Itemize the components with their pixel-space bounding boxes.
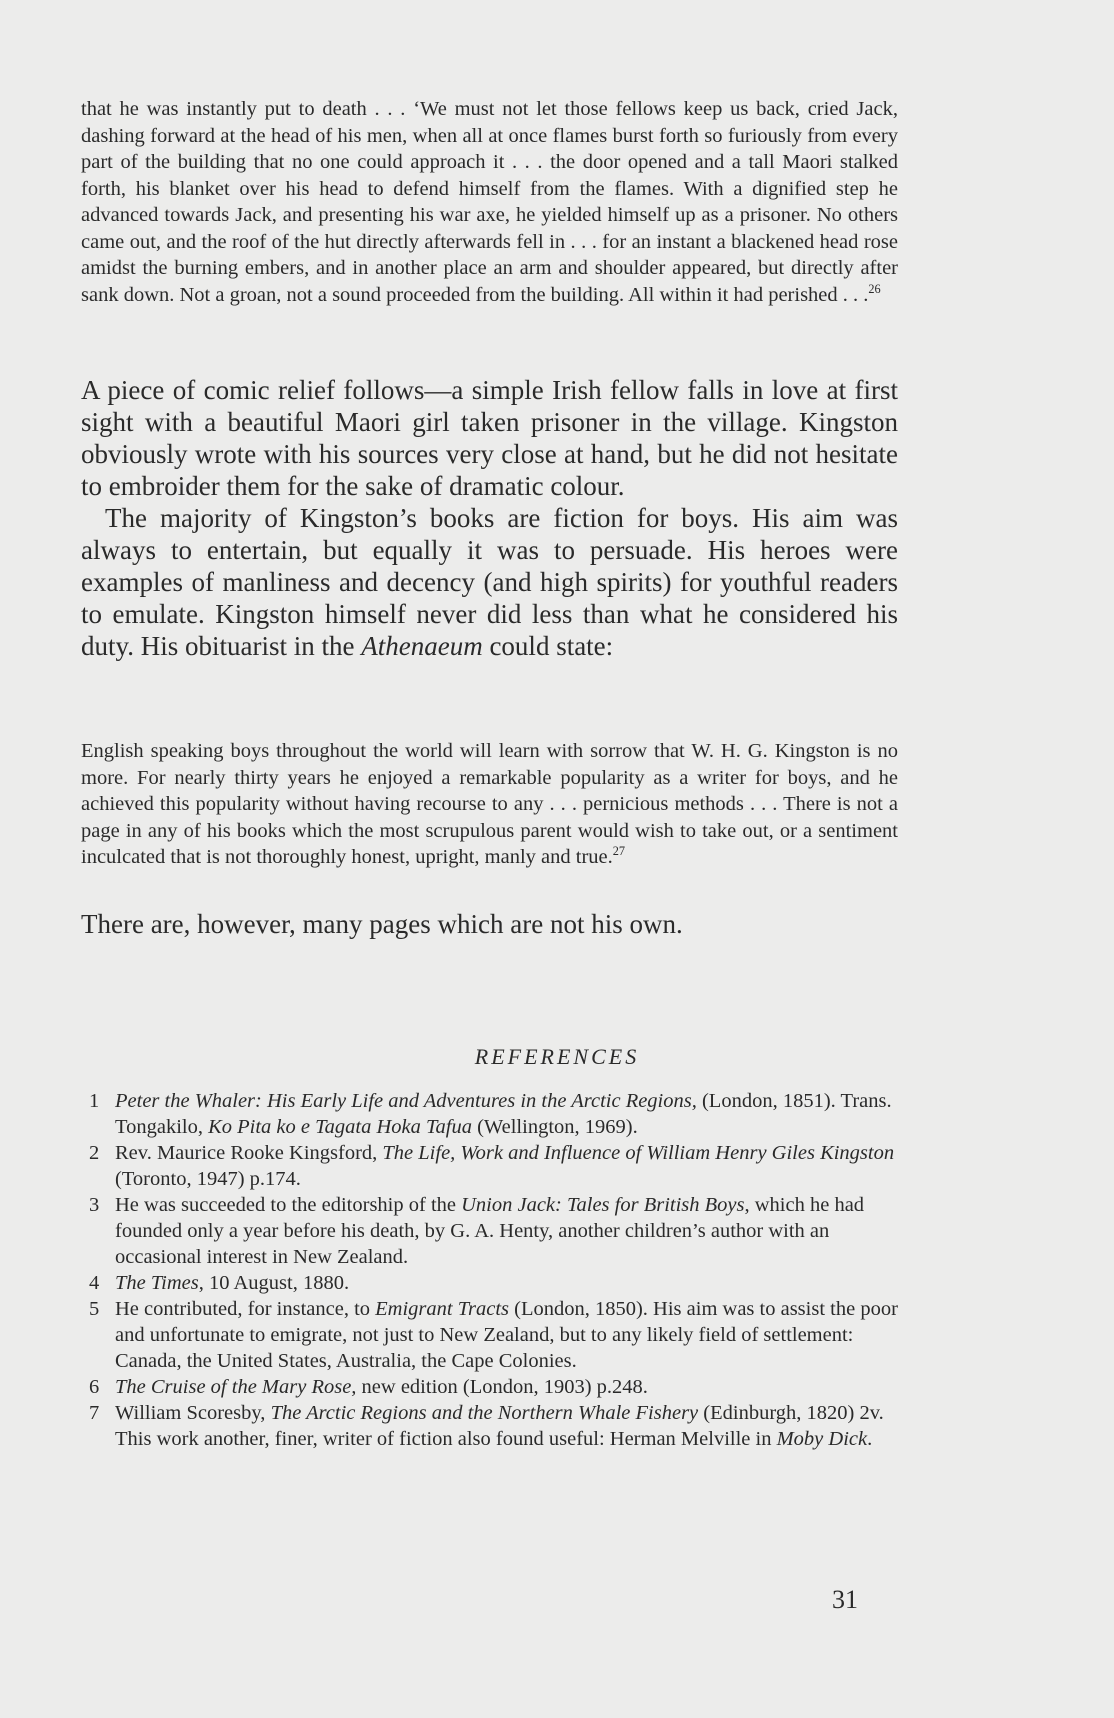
- block-quote-2: [81, 738, 898, 871]
- paragraph-closing: There are, however, many pages which are not his own.: [81, 909, 683, 939]
- body-text: [81, 374, 898, 662]
- references-list: [81, 1088, 898, 1452]
- reference-item: 5 He contributed, for instance, to Emigrant Tracts (London, 1850). His aim was to assist the poor and unfortunate to emigrate, not just to New Zealand, but to any likely field of settlement: Canada, the United States, Australia, the Cape Colonies.: [89, 1298, 898, 1372]
- reference-item: 3 He was succeeded to the editorship of the Union Jack: Tales for British Boys, which he had founded only a year before his death, by G. A. Henty, another children’s author with an occasional interest in New Zealand.: [89, 1194, 865, 1268]
- paragraph-kingston-books-end: could state:: [489, 631, 614, 661]
- reference-item: 4 The Times, 10 August, 1880.: [89, 1272, 350, 1294]
- reference-item: 7 William Scoresby, The Arctic Regions and the Northern Whale Fishery (Edinburgh, 1820) 2v. This work another, finer, writer of fiction also found useful: Herman Melville in Moby Dick.: [89, 1402, 884, 1450]
- paragraph-kingston-books: [81, 502, 898, 662]
- paragraph-comic-relief: A piece of comic relief follows—a simple Irish fellow falls in love at first sight with a beautiful Maori girl taken prisoner in the village. Kingston obviously wrote with his sources very close at hand, but he did not hesitate to embroider them for the sake of dramatic colour.: [81, 375, 898, 501]
- quote-2-text: English speaking boys throughout the world will learn with sorrow that W. H. G. Kingston is no more. For nearly thirty years he enjoyed a remarkable popularity as a writer for boys, and he achieved this popularity without having recourse to any . . . pernicious methods . . . There is not a page in any of his books which the most scrupulous parent would wish to take out, or a sentiment inculcated that is not thoroughly honest, upright, manly and true.: [81, 740, 898, 868]
- reference-item: 1 Peter the Whaler: His Early Life and Adventures in the Arctic Regions, (London, 1851). Trans. Tongakilo, Ko Pita ko e Tagata Hoka Tafua (Wellington, 1969).: [89, 1090, 892, 1138]
- reference-item: 2 Rev. Maurice Rooke Kingsford, The Life, Work and Influence of William Henry Giles Kingston (Toronto, 1947) p.174.: [89, 1142, 895, 1190]
- closing-line-block: [81, 908, 898, 940]
- footnote-ref-27: 27: [612, 844, 626, 859]
- reference-item: 6 The Cruise of the Mary Rose, new edition (London, 1903) p.248.: [89, 1376, 648, 1398]
- page-number: 31: [832, 1585, 858, 1614]
- footnote-ref-26: 26: [868, 281, 881, 296]
- journal-title: Athenaeum: [361, 631, 483, 661]
- references-heading: REFERENCES: [474, 1044, 640, 1069]
- block-quote-1: [81, 96, 898, 308]
- paragraph-kingston-books-text: The majority of Kingston’s books are fiction for boys. His aim was always to entertain, but equally it was to persuade. His heroes were examples of manliness and decency (and high spirits) for youthful readers to emulate. Kingston himself never did less than what he considered his duty. His obituarist in the: [81, 503, 898, 661]
- quote-1-text: that he was instantly put to death . . . ‘We must not let those fellows keep us back, cried Jack, dashing forward at the head of his men, when all at once flames burst forth so furiously from every part of the building that no one could approach it . . . the door opened and a tall Maori stalked forth, his blanket over his head to defend himself from the flames. With a dignified step he advanced towards Jack, and presenting his war axe, he yielded himself up as a prisoner. No others came out, and the roof of the hut directly afterwards fell in . . . for an instant a blackened head rose amidst the burning embers, and in another place an arm and shoulder appeared, but directly after sank down. Not a groan, not a sound proceeded from the building. All within it had perished . . .: [81, 98, 898, 306]
